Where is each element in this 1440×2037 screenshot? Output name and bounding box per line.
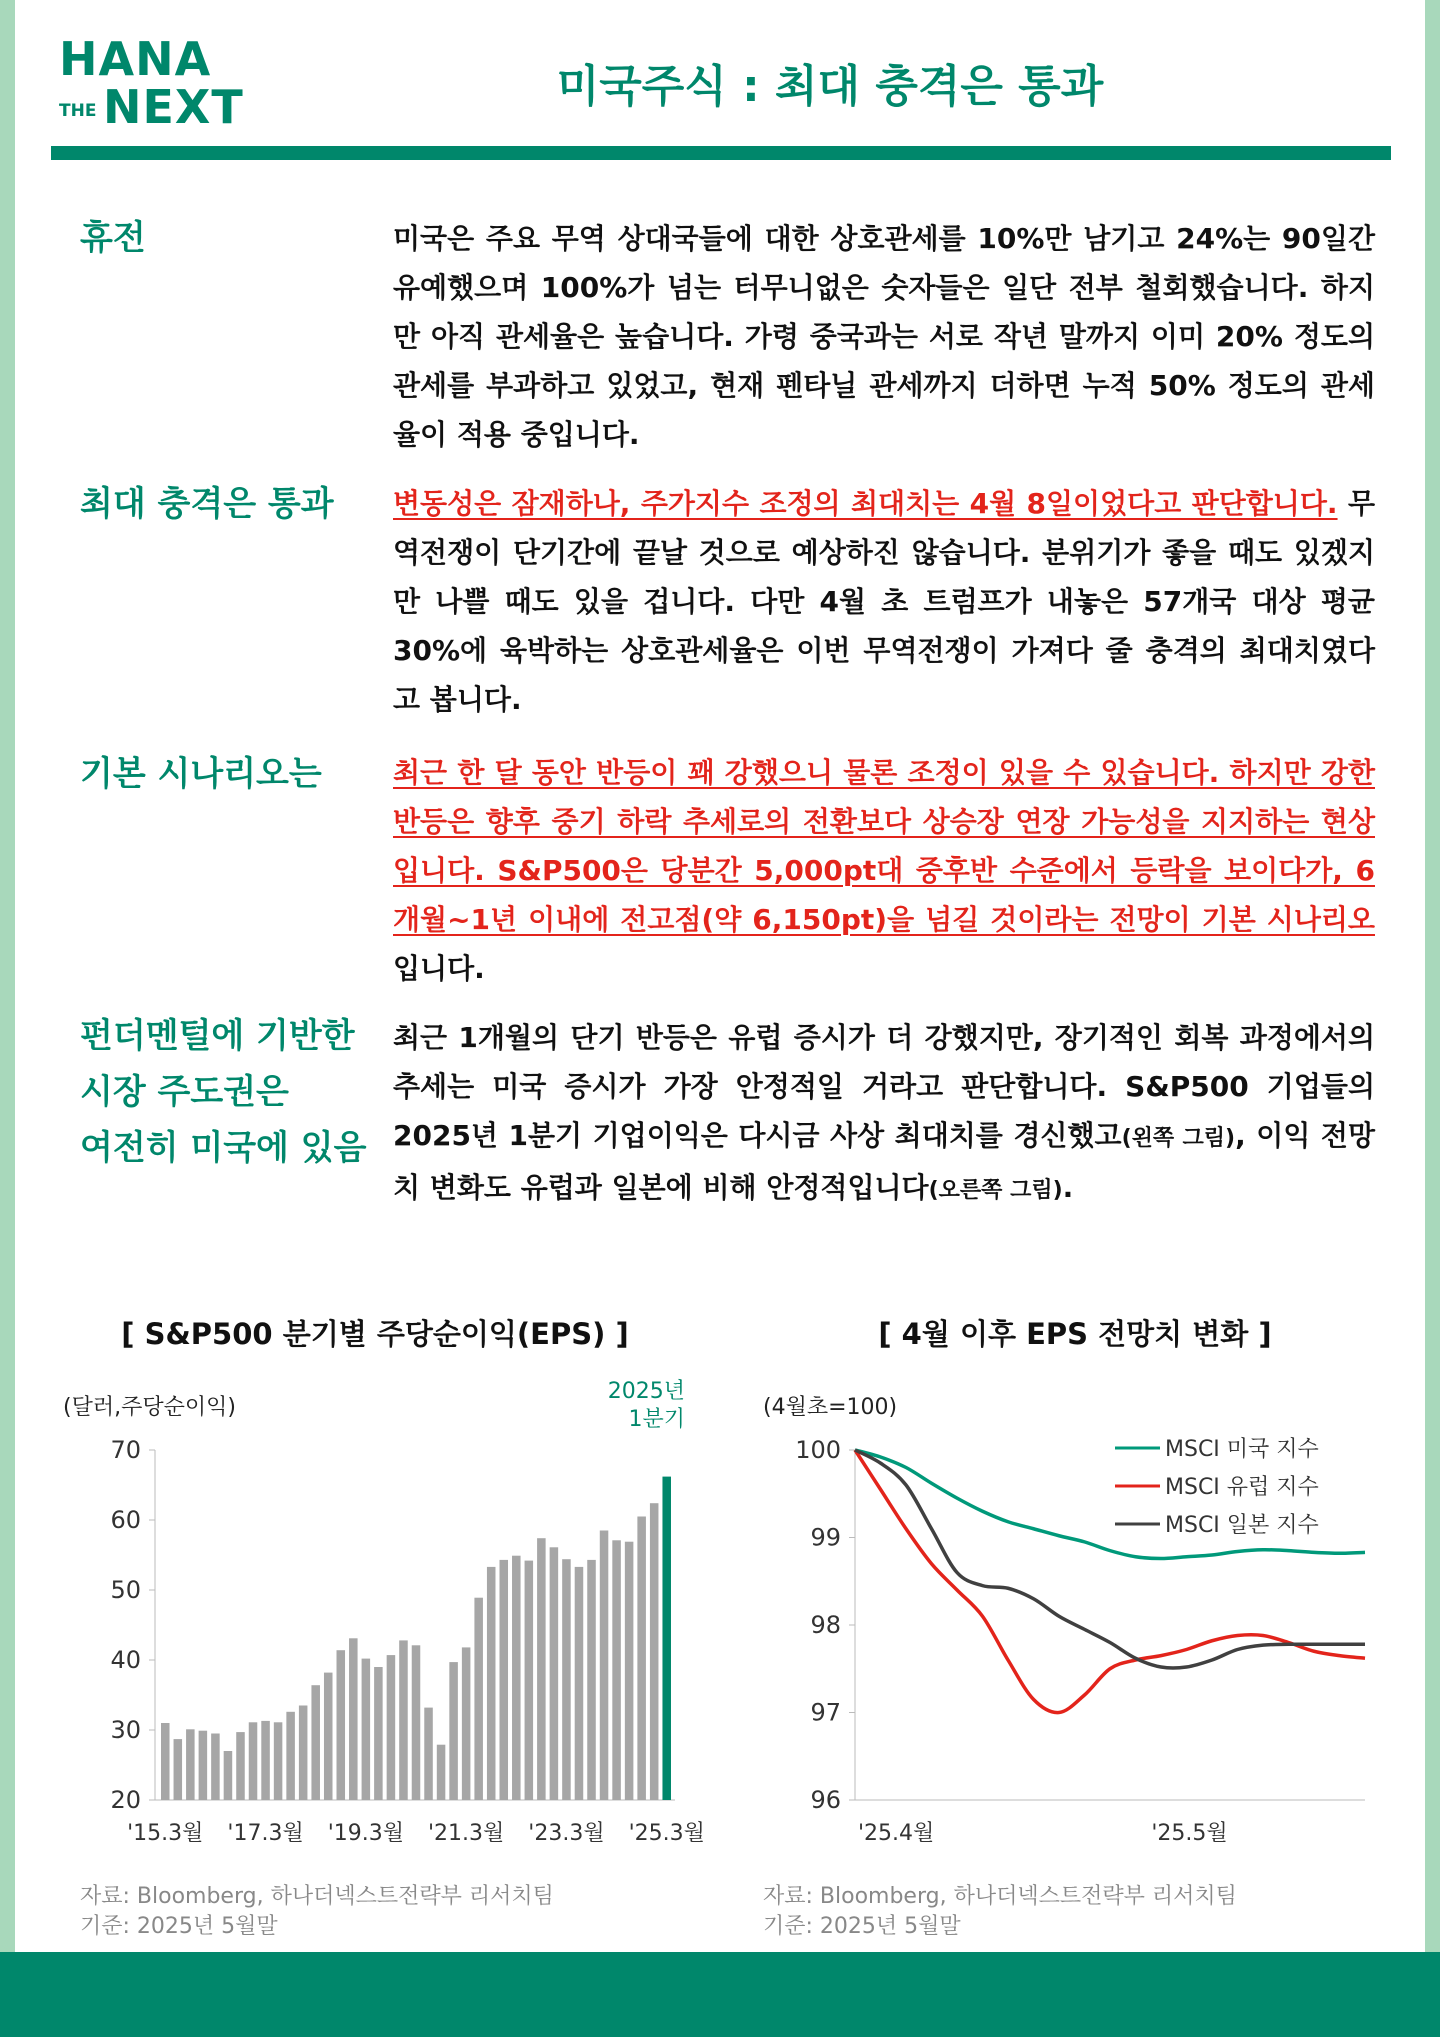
bar [211,1734,220,1801]
note-right-figure: (오른쪽 그림) [928,1178,1063,1203]
x-tick-label: '25.3월 [628,1821,705,1846]
source-line: 기준: 2025년 5월말 [763,1914,961,1939]
bar [562,1559,571,1800]
bar [612,1540,621,1800]
bar [299,1706,308,1801]
body-text-b: , 이익 전망치 변화도 유럽과 일본에 비해 안정적입니다 [393,1119,1375,1204]
logo-the-text: THE [59,101,97,121]
bar [324,1673,333,1800]
bar [374,1667,383,1800]
y-tick-label: 60 [110,1506,141,1534]
bar [525,1561,534,1800]
page-title: 미국주식 : 최대 충격은 통과 [556,61,1104,112]
bar [412,1645,421,1800]
body-text-a: 최근 1개월의 단기 반등은 유럽 증시가 더 강했지만, 장기적인 회복 과정에서의 추세는 미국 증시가 가장 안정적일 거라고 판단합니다. S&P500 기업들의 2025년 1분기 기업이익은 다시금 사상 최대치를 경신했고 [393,1021,1375,1152]
footer-bar [0,1952,1440,2037]
eps-revision-chart-unit: (4월초=100) [763,1395,898,1420]
body-text-max-shock: 무역전쟁이 단기간에 끝날 것으로 예상하진 않습니다. 분위기가 좋을 때도 있겠지만 나쁠 때도 있을 겁니다. 다만 4월 초 트럼프가 내놓은 57개국 대상 평균 30%에 육박하는 상호관세율은 이번 무역전쟁이 가져다 줄 충격의 최대치였다고 봅니다. [393,487,1376,716]
y-tick-label: 30 [110,1716,141,1744]
series-line [855,1450,1365,1559]
source-line: 자료: Bloomberg, 하나더넥스트전략부 리서치팀 [763,1884,1237,1909]
x-tick-label: '23.3월 [528,1821,605,1846]
bar [537,1538,546,1800]
y-tick-label: 96 [810,1786,841,1814]
body-text-c: . [1062,1171,1074,1204]
eps-chart-source [80,1882,554,1942]
bar [449,1662,458,1800]
highlight-bar [662,1477,671,1800]
bar [437,1745,446,1800]
bar [337,1650,346,1800]
bar [174,1739,183,1800]
bar [387,1655,396,1800]
x-tick-label: '25.5월 [1151,1821,1228,1846]
bar [274,1722,283,1800]
section-title-ceasefire: 휴전 [80,218,146,258]
eps-revision-chart-title: [ 4월 이후 EPS 전망치 변화 ] [878,1317,1272,1351]
y-tick-label: 98 [810,1611,841,1639]
bar [487,1567,496,1800]
eps-revision-chart-source [763,1882,1237,1942]
x-tick-label: '25.4월 [858,1821,935,1846]
eps-bar-chart [55,1430,705,1860]
eps-chart-title: [ S&P500 분기별 주당순이익(EPS) ] [121,1317,629,1351]
highlight-text-base-scenario: 최근 한 달 동안 반등이 꽤 강했으니 물론 조정이 있을 수 있습니다. 하지만 강한 반등은 향후 중기 하락 추세로의 전환보다 상승장 연장 가능성을 지지하는 현상입니다. S&P500은 당분간 5,000pt대 중후반 수준에서 등락을 보이다가, 6개월~1년 이내에 전고점(약 6,150pt)을 넘길 것이라는 전망이 기본 시나리오 [393,756,1375,936]
section-title-base-scenario: 기본 시나리오는 [80,754,322,794]
body-text-base-scenario: 입니다. [393,952,485,985]
y-tick-label: 40 [110,1646,141,1674]
bar [362,1659,371,1800]
bar [286,1712,295,1800]
eps-revision-line-chart [755,1430,1395,1860]
eps-chart-annotation [555,1378,685,1434]
bar [424,1708,433,1800]
section-body-ceasefire: 미국은 주요 무역 상대국들에 대한 상호관세를 10%만 남기고 24%는 90일간 유예했으며 100%가 넘는 터무니없은 숫자들은 일단 전부 철회했습니다. 하지만 아직 관세율은 높습니다. 가령 중국과는 서로 작년 말까지 이미 20% 정도의 관세를 부과하고 있었고, 현재 펜타닐 관세까지 더하면 누적 50% 정도의 관세율이 적용 중입니다. [393,222,1375,451]
x-tick-label: '21.3월 [427,1821,505,1846]
bar [161,1723,170,1800]
bar [474,1598,483,1800]
report-page [15,0,1425,2037]
section-body-base-scenario [393,748,1375,993]
bar [399,1640,408,1800]
section-title-line: 시장 주도권은 [80,1072,289,1112]
x-tick-label: '17.3월 [227,1821,304,1846]
section-title-line: 펀더멘털에 기반한 [80,1016,355,1056]
section-title-max-shock: 최대 충격은 통과 [80,484,334,524]
bar [550,1547,559,1800]
bar [236,1732,245,1800]
legend-label: MSCI 일본 지수 [1165,1513,1319,1538]
note-left-figure: (왼쪽 그림) [1121,1126,1236,1151]
y-tick-label: 20 [110,1786,141,1814]
y-tick-label: 99 [810,1523,841,1552]
highlight-text-max-shock: 변동성은 잠재하나, 주가지수 조정의 최대치는 4월 8일이었다고 판단합니다. [393,487,1338,520]
bar [499,1560,508,1800]
section-body-max-shock [393,479,1375,724]
y-tick-label: 50 [110,1576,141,1604]
bar [186,1729,195,1800]
bar [650,1503,659,1800]
legend-label: MSCI 미국 지수 [1165,1437,1319,1462]
x-tick-label: '19.3월 [327,1821,404,1846]
eps-chart-unit: (달러,주당순이익) [63,1395,236,1420]
bar [512,1556,521,1800]
bar [462,1647,471,1800]
bar [637,1517,646,1801]
logo-hana-text: HANA [59,32,212,86]
bar [575,1567,584,1800]
annotation-line: 2025년 [607,1379,685,1404]
source-line: 기준: 2025년 5월말 [80,1914,278,1939]
x-tick-label: '15.3월 [127,1821,204,1846]
hana-the-next-logo [59,32,279,136]
header-divider [51,146,1391,160]
section-title-fundamentals [80,1008,380,1176]
bar [311,1685,320,1800]
section-body-fundamentals [393,1013,1375,1215]
y-tick-label: 97 [810,1698,841,1727]
source-line: 자료: Bloomberg, 하나더넥스트전략부 리서치팀 [80,1884,554,1909]
bar [600,1531,609,1801]
logo-next-text: NEXT [103,80,244,134]
section-title-line: 여전히 미국에 있음 [80,1128,367,1168]
bar [261,1721,270,1800]
bar [224,1751,233,1800]
bar [587,1560,596,1800]
bar [249,1722,258,1800]
bar [625,1542,634,1800]
legend-label: MSCI 유럽 지수 [1165,1475,1319,1500]
y-tick-label: 70 [110,1436,141,1464]
bar [199,1731,208,1800]
bar [349,1638,358,1800]
annotation-line: 1분기 [628,1407,685,1432]
y-tick-label: 100 [795,1436,841,1464]
